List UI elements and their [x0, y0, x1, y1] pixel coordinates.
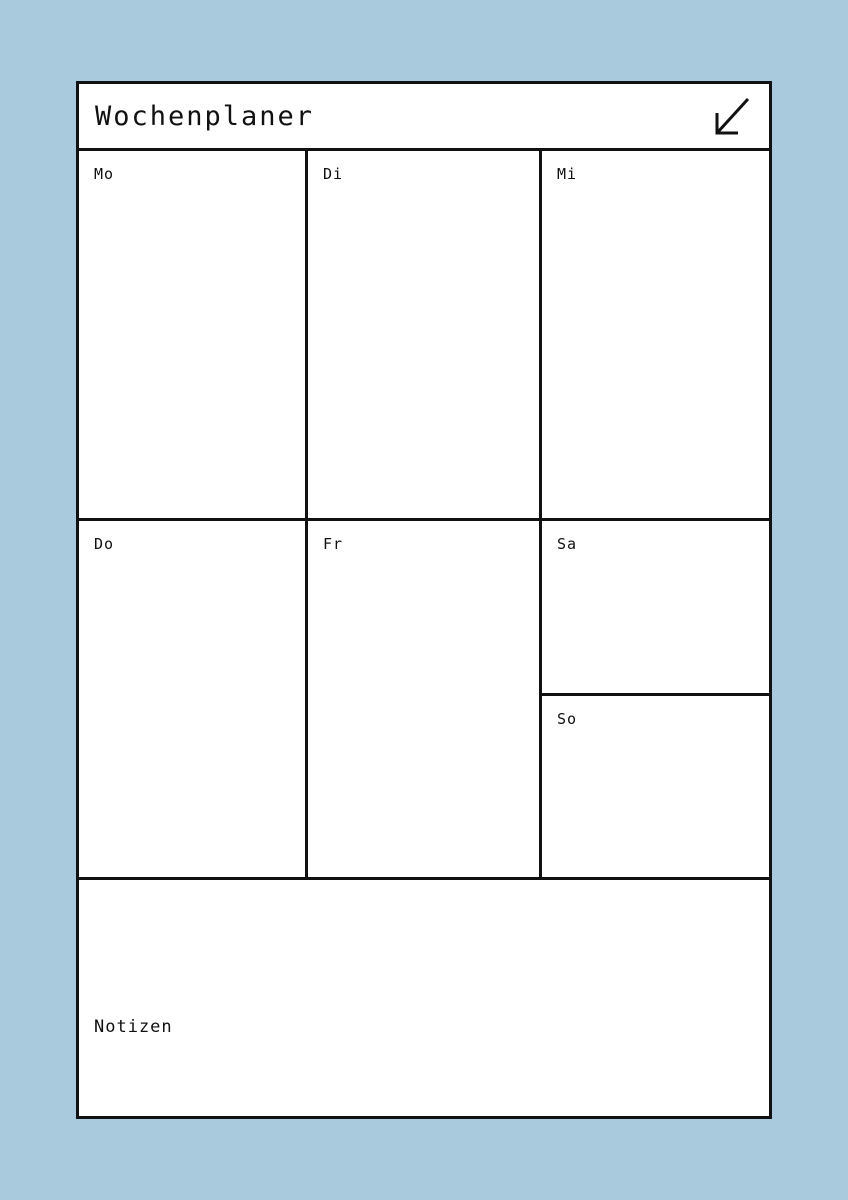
week-row-bottom: [79, 521, 769, 880]
notes-section[interactable]: [79, 998, 769, 1116]
planner-header: [79, 84, 769, 151]
day-cell-so[interactable]: [542, 696, 769, 877]
day-cell-mi[interactable]: [542, 151, 769, 518]
notes-label: Notizen: [94, 1017, 173, 1037]
day-label-sa: Sa: [557, 535, 578, 553]
day-label-mo: Mo: [94, 165, 115, 183]
arrow-down-left-icon: [711, 96, 751, 138]
day-cell-fr[interactable]: [308, 521, 542, 877]
day-cell-mo[interactable]: [79, 151, 308, 518]
day-label-fr: Fr: [323, 535, 344, 553]
day-cell-di[interactable]: [308, 151, 542, 518]
day-cell-sa[interactable]: [542, 521, 769, 696]
planner-sheet: [76, 81, 772, 1119]
day-cell-do[interactable]: [79, 521, 308, 877]
day-label-do: Do: [94, 535, 115, 553]
weekend-column: [542, 521, 769, 877]
week-grid: [79, 151, 769, 998]
day-label-di: Di: [323, 165, 344, 183]
page-title: Wochenplaner: [95, 100, 315, 132]
day-label-so: So: [557, 710, 578, 728]
week-row-top: [79, 151, 769, 521]
day-label-mi: Mi: [557, 165, 578, 183]
